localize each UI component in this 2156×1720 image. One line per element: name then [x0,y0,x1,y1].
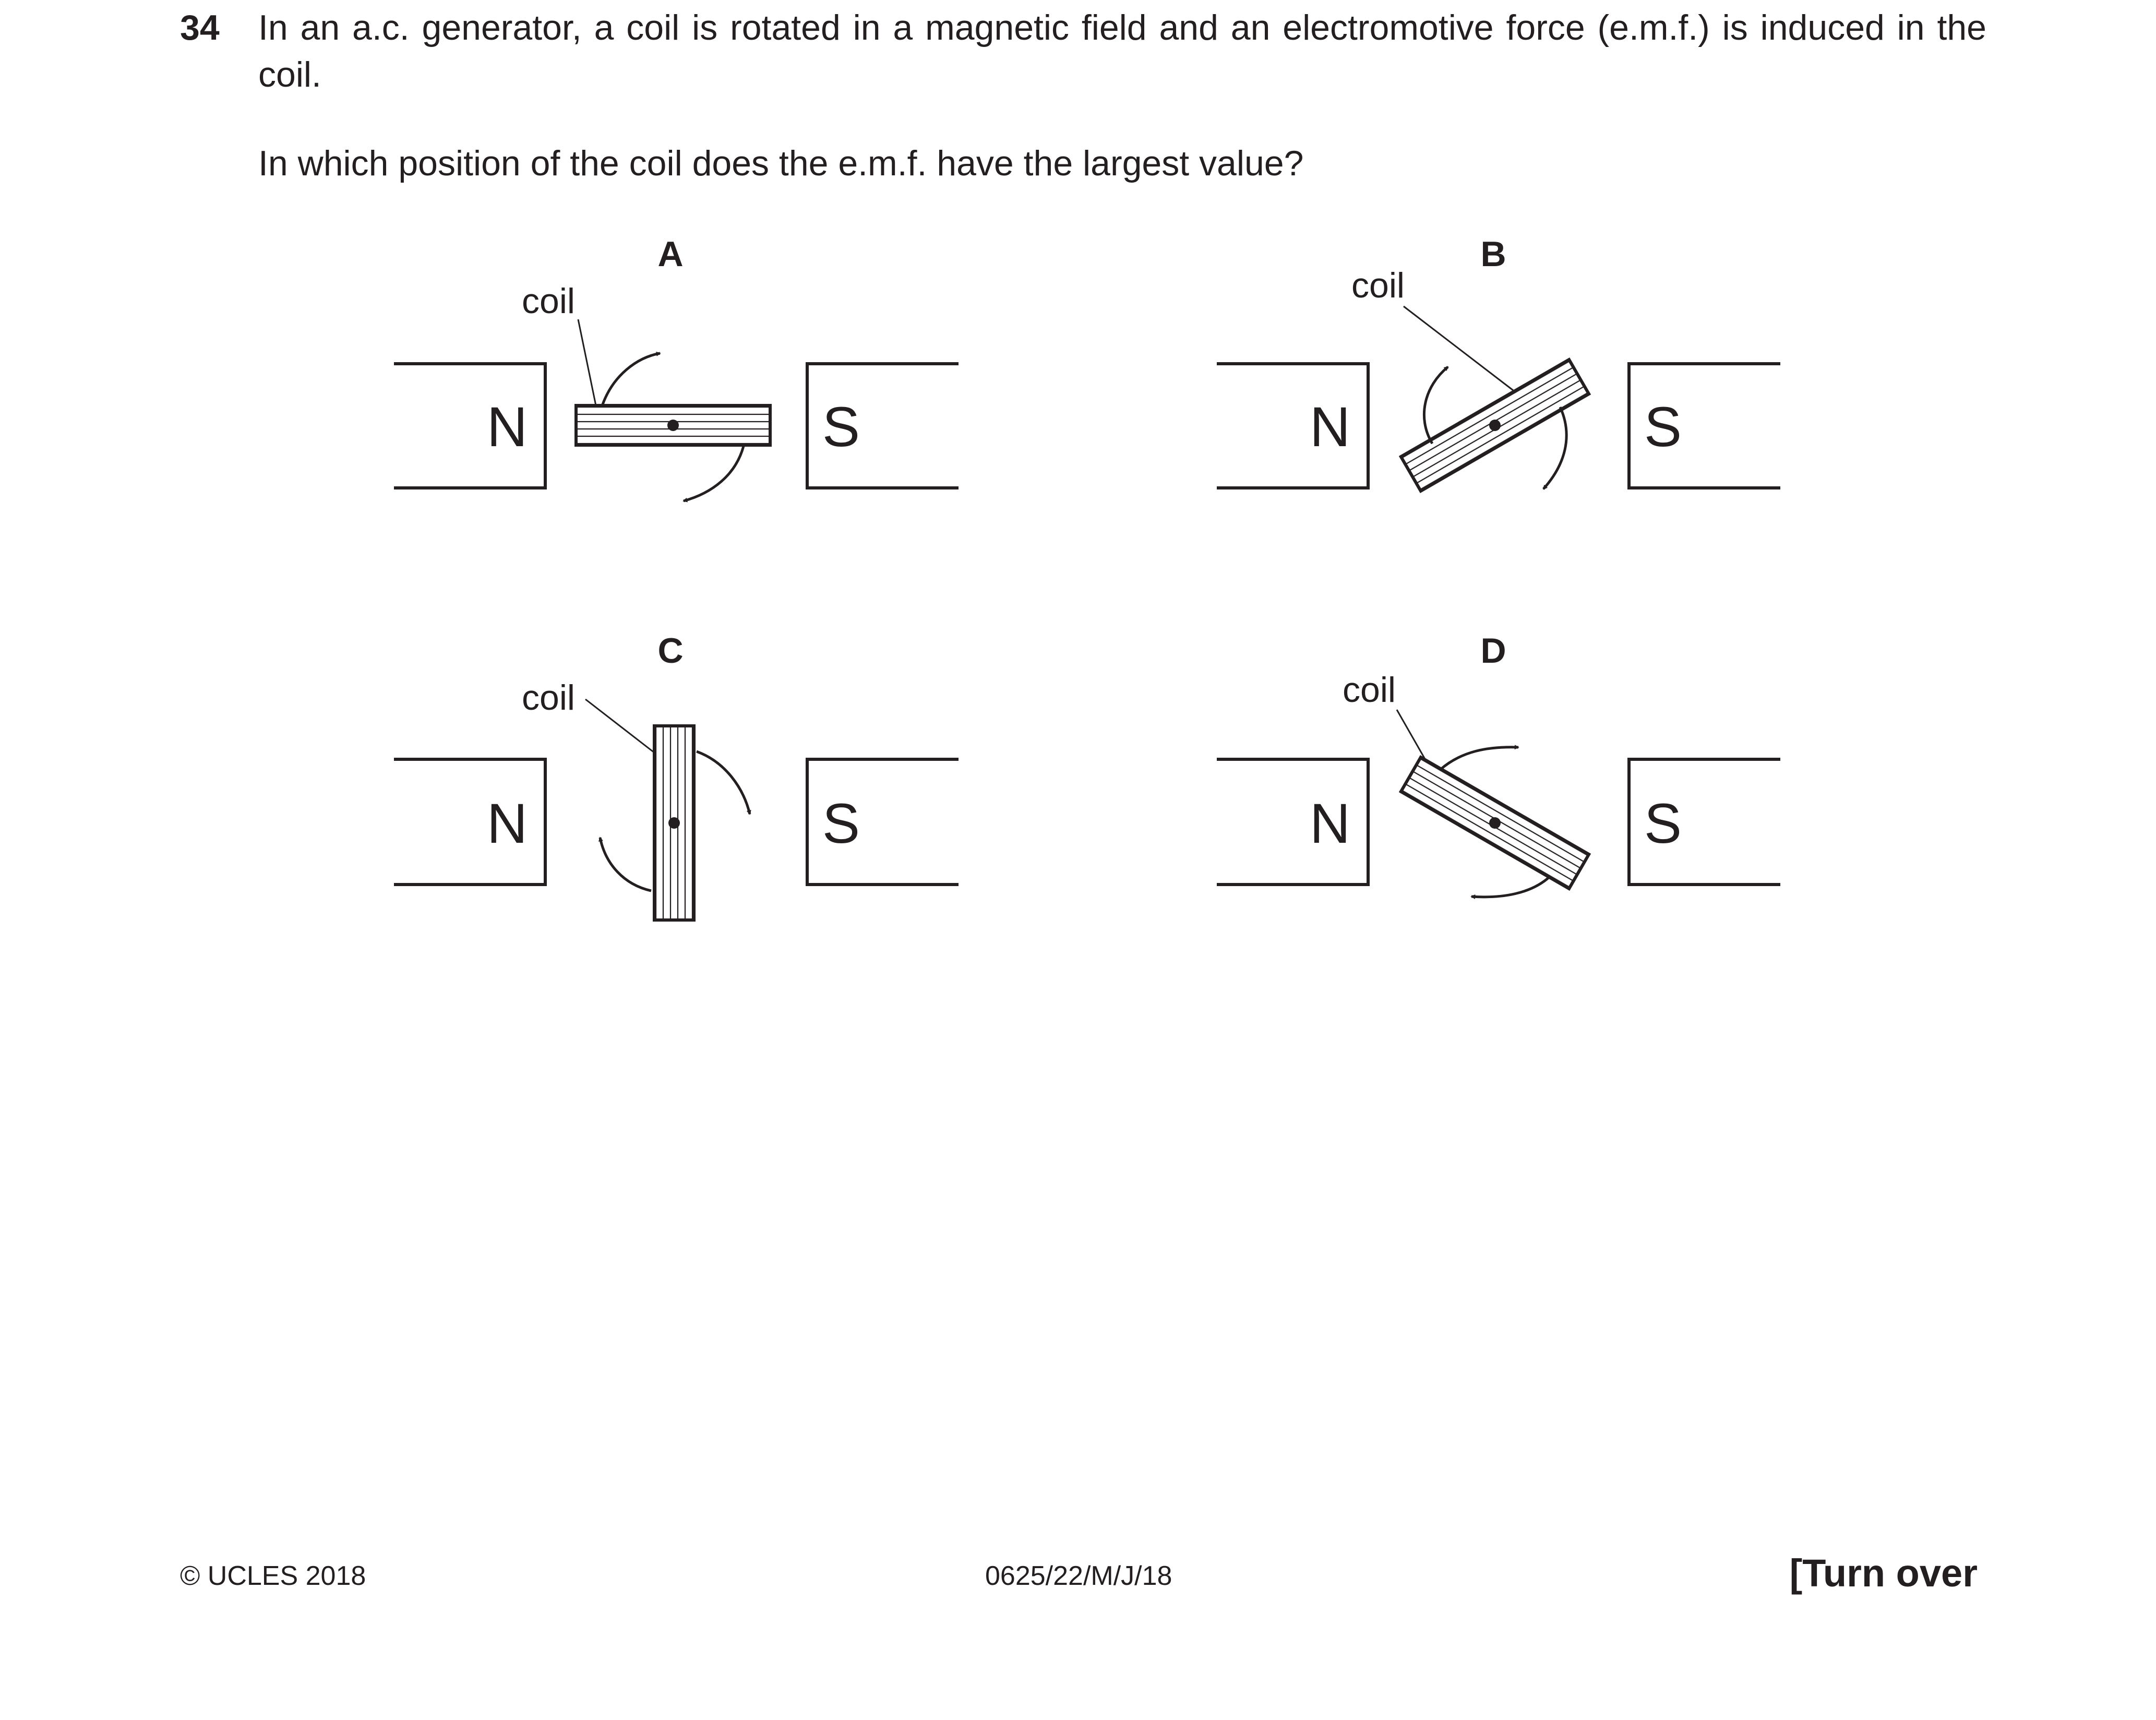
south-pole-label: S [1644,395,1682,458]
option-b[interactable] [1217,234,1780,491]
paper-code: 0625/22/M/J/18 [985,1561,1172,1591]
question-number: 34 [180,8,220,47]
south-pole-label: S [822,792,860,855]
coil-label: coil [522,281,576,321]
option-label: C [657,631,684,671]
north-pole-label: N [1310,395,1350,458]
coil-leader-line [585,699,655,753]
turn-over-note: [Turn over [1789,1551,1978,1595]
rotation-arrow [1440,747,1518,770]
coil [1401,360,1589,491]
coil-leader-line [578,319,596,405]
option-label: D [1480,631,1506,671]
option-d[interactable] [1217,631,1780,897]
rotation-arrow [603,353,660,404]
coil [1401,757,1589,889]
coil-leader-line [1404,306,1513,390]
coil-leader-line [1397,710,1426,761]
rotation-arrow [600,838,651,891]
question-stem: In an a.c. generator, a coil is rotated in a magnetic field and an electromotive force (e.m.f.) is induced in the coil. [258,8,1986,94]
south-pole-label: S [822,395,860,458]
option-a[interactable] [394,234,959,501]
coil [654,726,694,920]
coil-label: coil [1351,266,1405,305]
rotation-arrow [1471,877,1550,897]
option-label: A [657,234,684,274]
south-pole-label: S [1644,792,1682,855]
copyright-notice: © UCLES 2018 [180,1561,366,1591]
coil [576,405,770,445]
option-label: B [1480,234,1506,274]
option-c[interactable] [394,631,959,920]
question-prompt: In which position of the coil does the e.m.f. have the largest value? [258,144,1304,183]
north-pole-label: N [487,792,528,855]
coil-label: coil [1343,670,1396,710]
rotation-arrow [697,751,750,814]
north-pole-label: N [487,395,528,458]
north-pole-label: N [1310,792,1350,855]
rotation-arrow [684,446,744,501]
coil-label: coil [522,678,576,718]
